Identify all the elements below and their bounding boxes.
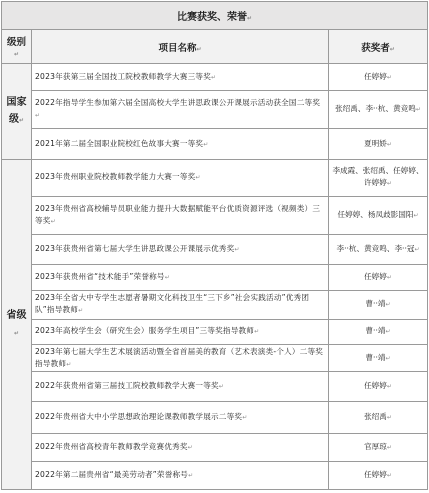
table-row xyxy=(2,264,428,290)
level-provincial xyxy=(2,160,32,490)
cell-text: 2023年贵州职业院校教师教学能力大赛一等奖 xyxy=(35,172,196,182)
cell-text: 任婷婷 xyxy=(364,271,387,281)
table-row xyxy=(2,91,428,129)
award-project xyxy=(32,291,329,319)
cell-text: 任婷婷 xyxy=(364,469,387,479)
table-row xyxy=(2,160,428,197)
paragraph-mark: ↵ xyxy=(188,471,194,479)
level-national-text: 国家级 xyxy=(6,97,27,126)
cell-text: 2023年获贵州省第七届大学生讲思政课公开课展示优秀奖 xyxy=(35,244,235,253)
paragraph-mark: ↵ xyxy=(187,443,193,451)
paragraph-mark: ↵ xyxy=(78,307,84,315)
award-project xyxy=(32,196,329,235)
cell-text: 2021年第二届全国职业院校红色故事大赛一等奖 xyxy=(35,138,204,148)
header-level xyxy=(2,30,32,63)
paragraph-mark: ↵ xyxy=(386,413,392,421)
cell-text: 张绍禹 xyxy=(364,411,387,421)
cell-text: 2023年获第三届全国技工院校教师教学大赛三等奖 xyxy=(35,71,211,81)
paragraph-mark: ↵ xyxy=(385,354,391,362)
cell-text: 任婷婷 xyxy=(364,71,387,81)
paragraph-mark: ↵ xyxy=(13,51,20,59)
table-row xyxy=(2,401,428,433)
table-title-text: 比赛获奖、荣誉 xyxy=(176,12,247,24)
cell-text: 曹··靖 xyxy=(365,326,386,336)
paragraph-mark: ↵ xyxy=(254,328,260,336)
paragraph-mark: ↵ xyxy=(415,106,421,114)
award-winner xyxy=(329,372,428,401)
paragraph-mark: ↵ xyxy=(386,471,392,479)
table-row xyxy=(2,235,428,264)
paragraph-mark: ↵ xyxy=(386,140,392,148)
cell-text: 2022年贵州省大中小学思想政治理论课教师教学展示二等奖 xyxy=(35,411,243,421)
cell-text: 2022年第二届贵州省“最美劳动者”荣誉称号 xyxy=(35,469,189,479)
award-project xyxy=(32,344,329,371)
table-row xyxy=(2,434,428,461)
paragraph-mark: ↵ xyxy=(218,382,225,390)
cell-text: 2023年获贵州省“技术能手”荣誉称号 xyxy=(35,271,165,281)
cell-text: 任婷婷、杨凤歧影国阳 xyxy=(337,210,414,220)
cell-text: 2023年贵州省高校辅导员职业能力提升大数据赋能平台优质资源评选（视频类）三等奖 xyxy=(35,204,321,226)
table-row xyxy=(2,63,428,90)
paragraph-mark: ↵ xyxy=(203,140,209,148)
paragraph-mark: ↵ xyxy=(386,273,392,281)
level-provincial-text: 省级 xyxy=(6,310,27,322)
award-winner xyxy=(329,264,428,290)
award-winner xyxy=(329,401,428,433)
paragraph-mark: ↵ xyxy=(386,382,392,390)
table-row xyxy=(2,196,428,235)
cell-text: 官厚琼 xyxy=(364,441,387,451)
award-project xyxy=(32,319,329,344)
award-project xyxy=(32,63,329,90)
cell-text: 2023年第七届大学生艺术展演活动暨全省首届美的教育（艺术表演类-个人）二等奖指导教师 xyxy=(35,346,324,368)
award-project xyxy=(32,372,329,401)
header-project-text: 项目名称 xyxy=(158,42,197,54)
award-project xyxy=(32,91,329,129)
award-project xyxy=(32,264,329,290)
header-winner-text: 获奖者 xyxy=(361,42,390,54)
award-winner xyxy=(329,235,428,264)
cell-text: 2023年全省大中专学生志愿者暑期文化科技卫生“三下乡”社会实践活动”优秀团队”指导教师 xyxy=(35,293,310,315)
cell-text: 李··杭、黄竞鸣、李··冠 xyxy=(336,244,415,253)
paragraph-mark: ↵ xyxy=(195,174,201,182)
table-row xyxy=(2,372,428,401)
table-row xyxy=(2,319,428,344)
paragraph-mark: ↵ xyxy=(386,443,392,451)
award-winner xyxy=(329,461,428,489)
paragraph-mark: ↵ xyxy=(242,413,248,421)
paragraph-mark: ↵ xyxy=(386,180,392,188)
paragraph-mark: ↵ xyxy=(386,73,392,81)
table-title xyxy=(2,2,428,30)
paragraph-mark: ↵ xyxy=(246,15,253,23)
award-project xyxy=(32,235,329,264)
paragraph-mark: ↵ xyxy=(414,246,420,253)
award-winner xyxy=(329,160,428,197)
paragraph-mark: ↵ xyxy=(211,73,217,81)
paragraph-mark: ↵ xyxy=(164,273,170,281)
award-winner xyxy=(329,63,428,90)
paragraph-mark: ↵ xyxy=(385,328,391,336)
award-winner xyxy=(329,344,428,371)
header-project xyxy=(32,30,329,63)
paragraph-mark: ↵ xyxy=(35,112,41,120)
paragraph-mark: ↵ xyxy=(66,360,72,368)
cell-text: 2022年贵州省高校青年教师教学竞赛优秀奖 xyxy=(35,441,188,451)
award-winner xyxy=(329,291,428,319)
level-national xyxy=(2,63,32,159)
paragraph-mark: ↵ xyxy=(385,301,391,309)
award-project xyxy=(32,461,329,489)
award-winner xyxy=(329,319,428,344)
header-level-text: 级别 xyxy=(6,37,26,49)
paragraph-mark: ↵ xyxy=(50,218,56,226)
header-winner xyxy=(329,30,428,63)
table-row xyxy=(2,344,428,371)
table-row xyxy=(2,291,428,319)
cell-text: 张绍禹、李··杭、黄竞鸣 xyxy=(335,104,416,114)
cell-text: 夏明娇 xyxy=(364,138,387,148)
cell-text: 2022年指导学生参加第六届全国高校大学生讲思政课公开课展示活动获全国二等奖 xyxy=(35,98,321,108)
cell-text: 2022年获贵州省第三届技工院校教师教学大赛一等奖 xyxy=(35,380,219,390)
award-project xyxy=(32,401,329,433)
award-project xyxy=(32,128,329,159)
award-winner xyxy=(329,434,428,461)
cell-text: 曹··靖 xyxy=(365,352,386,362)
paragraph-mark: ↵ xyxy=(389,45,395,53)
awards-table xyxy=(1,1,428,490)
table-row xyxy=(2,128,428,159)
paragraph-mark: ↵ xyxy=(413,212,419,220)
award-winner xyxy=(329,91,428,129)
cell-text: 2023年高校学生会（研究生会）服务学生项目”三等奖指导教师 xyxy=(35,326,255,336)
cell-text: 任婷婷 xyxy=(364,380,387,390)
paragraph-mark: ↵ xyxy=(234,246,240,253)
paragraph-mark: ↵ xyxy=(196,45,202,53)
paragraph-mark: ↵ xyxy=(18,117,25,125)
table-row xyxy=(2,461,428,489)
paragraph-mark: ↵ xyxy=(13,330,20,338)
cell-text: 李成霞、张绍禹、任婷婷、许婷婷 xyxy=(332,166,424,188)
award-winner xyxy=(329,128,428,159)
cell-text: 曹··靖 xyxy=(365,299,386,309)
award-winner xyxy=(329,196,428,235)
award-project xyxy=(32,434,329,461)
award-project xyxy=(32,160,329,197)
